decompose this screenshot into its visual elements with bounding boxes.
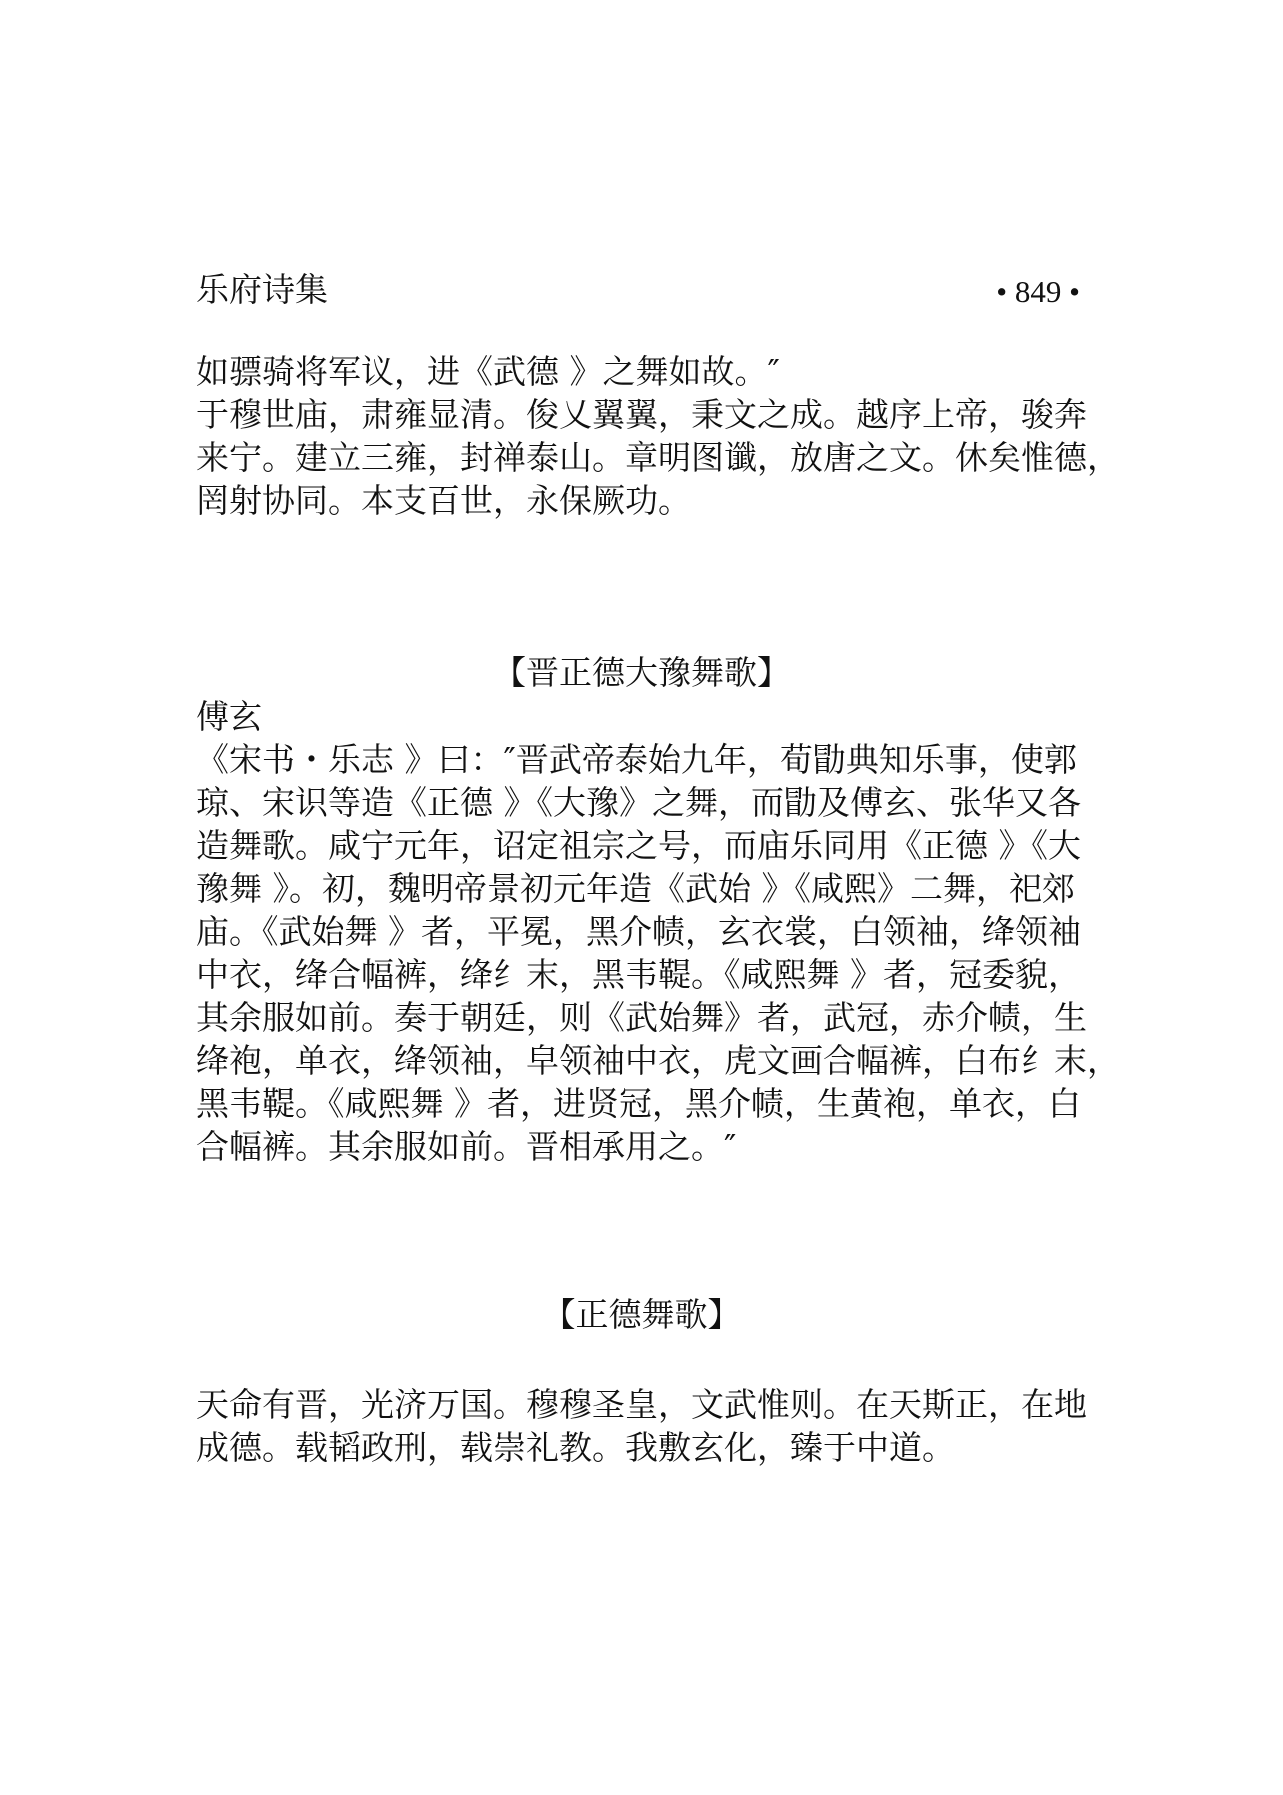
text-line: 琼、宋识等造《正德 》《大豫》之舞，而勖及傅玄、张华又各 bbox=[196, 783, 1081, 822]
text-line: 黑韦鞮。《咸熙舞 》者，进贤冠，黑介帻，生黄袍，单衣，白 bbox=[196, 1084, 1081, 1123]
text-line: 绛袍，单衣，绛领袖，皁领袖中衣，虎文画合幅裤，白布纟末， bbox=[196, 1041, 1120, 1080]
text-line: 如骠骑将军议，进《武德 》之舞如故。″ bbox=[196, 352, 780, 391]
text-line: 其余服如前。奏于朝廷，则《武始舞》者，武冠，赤介帻，生 bbox=[196, 998, 1087, 1037]
section-title: 【晋正德大豫舞歌】 bbox=[493, 653, 790, 692]
page-number: • 849 • bbox=[996, 274, 1080, 309]
text-line: 罔射协同。本支百世，永保厥功。 bbox=[196, 481, 691, 520]
text-line: 于穆世庙，肃雍显清。俊乂翼翼，秉文之成。越序上帝，骏奔 bbox=[196, 395, 1087, 434]
text-line: 《宋书・乐志 》曰：″晋武帝泰始九年，荀勖典知乐事，使郭 bbox=[196, 740, 1077, 779]
text-line: 造舞歌。咸宁元年，诏定祖宗之号，而庙乐同用《正德 》《大 bbox=[196, 826, 1081, 865]
text-line: 庙。《武始舞 》者，平冕，黑介帻，玄衣裳，白领袖，绛领袖 bbox=[196, 912, 1081, 951]
poem-body bbox=[196, 1383, 1116, 1469]
author-line: 傅玄 bbox=[196, 697, 262, 736]
text-line: 天命有晋，光济万国。穆穆圣皇，文武惟则。在天斯正，在地 bbox=[196, 1385, 1087, 1424]
book-title: 乐府诗集 bbox=[196, 270, 328, 309]
section-title: 【正德舞歌】 bbox=[542, 1295, 741, 1334]
text-line: 来宁。建立三雍，封禅泰山。章明图谶，放唐之文。休矣惟德， bbox=[196, 438, 1120, 477]
section-body bbox=[196, 695, 1120, 1168]
text-line: 豫舞 》。初，魏明帝景初元年造《武始 》《咸熙》二舞，祀郊 bbox=[196, 869, 1075, 908]
text-line: 成德。载韬政刑，载崇礼教。我敷玄化，臻于中道。 bbox=[196, 1428, 955, 1467]
text-line: 中衣，绛合幅裤，绛纟末，黑韦鞮。《咸熙舞 》者，冠委貌， bbox=[196, 955, 1081, 994]
continuation-text bbox=[196, 350, 1120, 522]
text-line: 合幅裤。其余服如前。晋相承用之。″ bbox=[196, 1127, 737, 1166]
